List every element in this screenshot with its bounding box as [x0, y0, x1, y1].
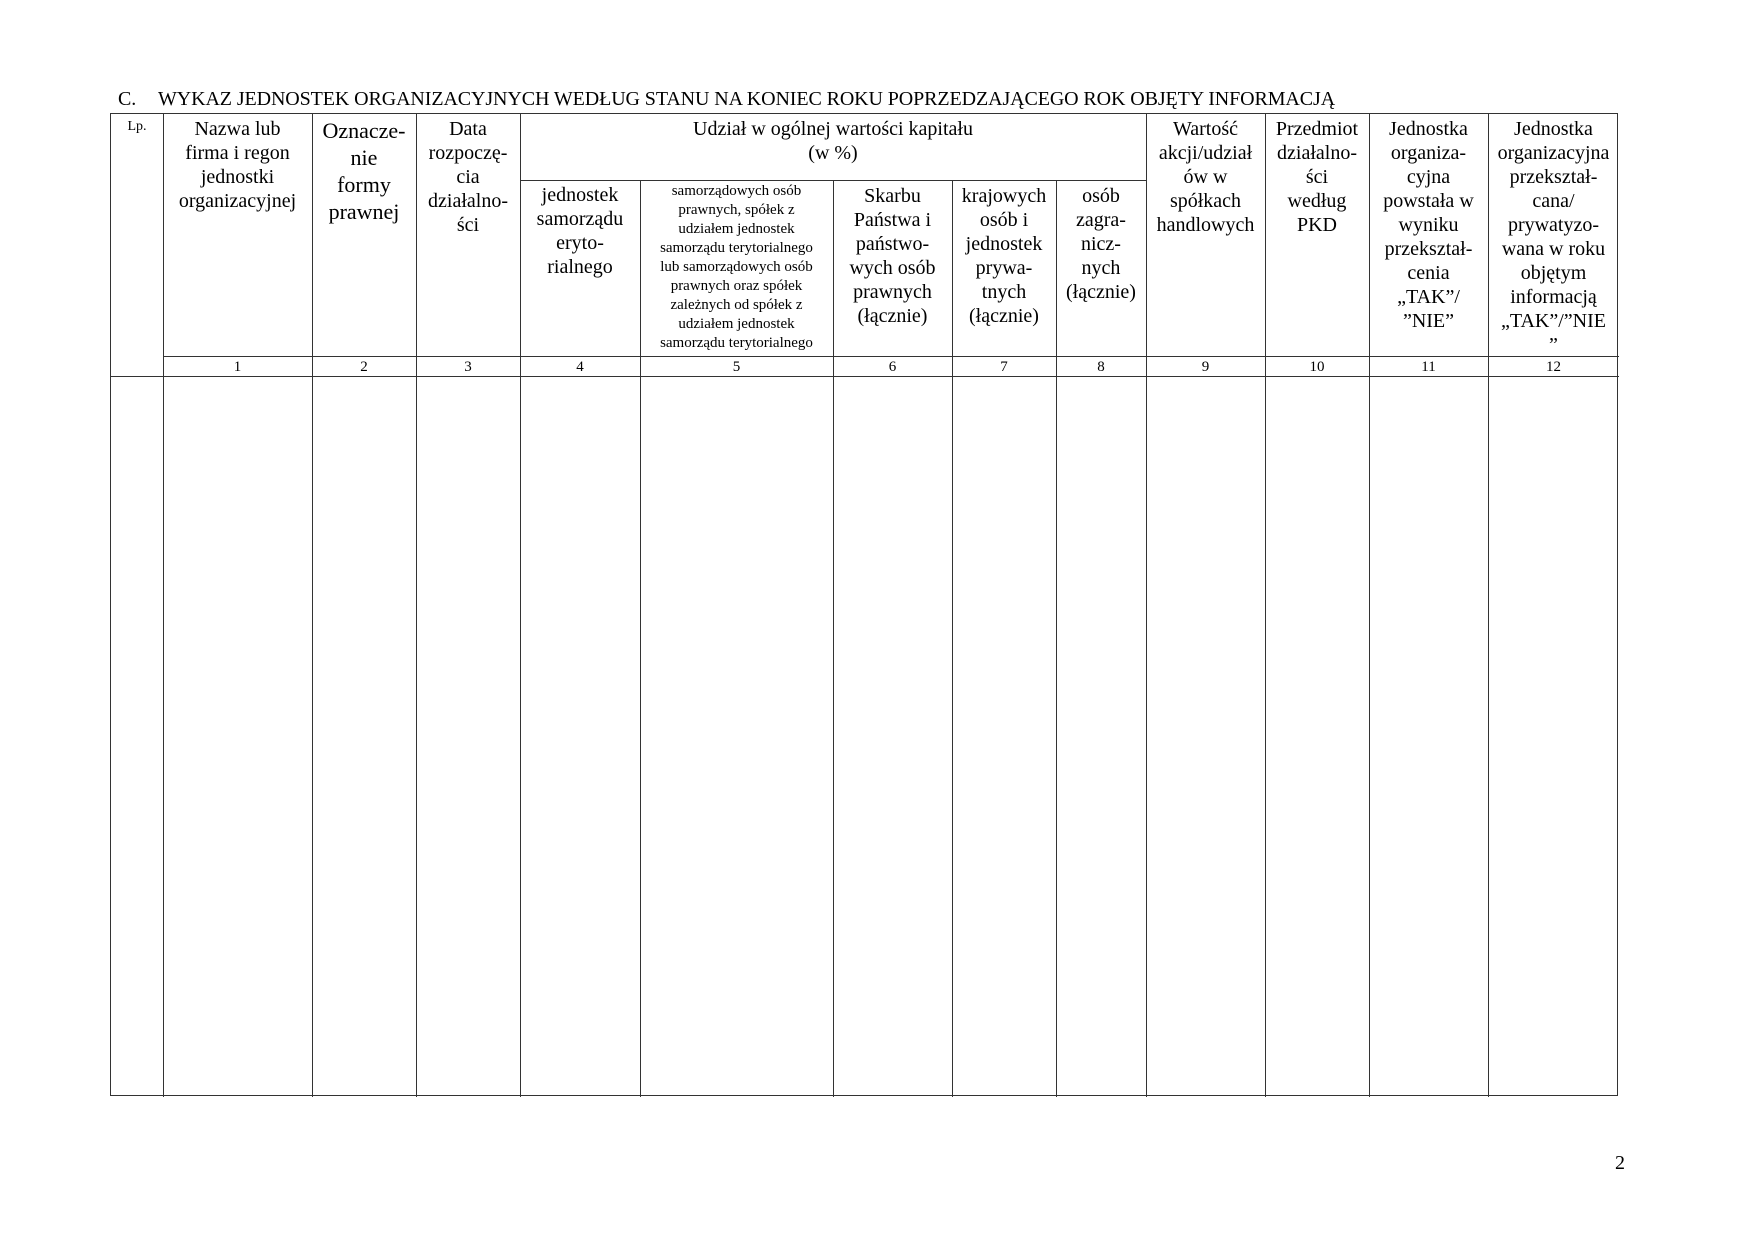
- column-number: 8: [1097, 359, 1105, 375]
- organizational-units-table: [110, 113, 1618, 1096]
- column-number: 1: [233, 359, 242, 375]
- page-number: 2: [1615, 1152, 1625, 1174]
- header-capital-share-group: Udział w ogólnej wartości kapitału (w %): [693, 118, 973, 164]
- header-local-government-legal-persons: samorządowych osób prawnych, spółek z udziałem jednostek samorządu terytorialnego lub samorządowych osób prawnych oraz spółek zależnych od spółek z udziałem jednostek samorządu terytorialnego: [660, 183, 813, 351]
- column-number: 4: [576, 359, 584, 375]
- header-legal-form: Oznacze- nie formy prawnej: [322, 118, 406, 224]
- header-lp: Lp.: [127, 119, 147, 134]
- header-state-treasury: Skarbu Państwa i państwo- wych osób prawnych (łącznie): [849, 185, 936, 327]
- header-name-regon: Nazwa lub firma i regon jednostki organizacyjnej: [178, 118, 297, 212]
- header-shares-value: Wartość akcji/udział ów w spółkach handlowych: [1156, 118, 1255, 236]
- column-number: 5: [732, 359, 741, 375]
- column-number: 11: [1421, 359, 1436, 375]
- header-transformed-privatized: Jednostka organizacyjna przekształ- cana/ prywatyzo- wana w roku objętym informacją „TAK”/”NIE ”: [1497, 118, 1610, 356]
- column-number: 12: [1546, 359, 1561, 375]
- section-letter: C.: [118, 88, 137, 110]
- column-number: 2: [360, 359, 368, 375]
- section-title-text: WYKAZ JEDNOSTEK ORGANIZACYJNYCH WEDŁUG STANU NA KONIEC ROKU POPRZEDZAJĄCEGO ROK OBJĘTY INFORMACJĄ: [158, 88, 1336, 110]
- group-divider: [520, 180, 1146, 181]
- header-local-government-units: jednostek samorządu eryto- rialnego: [536, 184, 624, 278]
- header-pkd-activity: Przedmiot działalno- ści według PKD: [1275, 118, 1359, 236]
- header-start-date: Data rozpoczę- cia działalno- ści: [428, 118, 508, 236]
- column-number: 10: [1309, 359, 1325, 375]
- header-created-by-transformation: Jednostka organiza- cyjna powstała w wyniku przekształ- cenia „TAK”/ ”NIE”: [1383, 118, 1474, 332]
- section-title: [118, 87, 1618, 111]
- column-number: 6: [888, 359, 897, 375]
- header-foreign: osób zagra- nicz- nych (łącznie): [1066, 185, 1136, 303]
- header-domestic-private: krajowych osób i jednostek prywa- tnych (łącznie): [961, 185, 1047, 327]
- column-number: 3: [464, 359, 472, 375]
- column-number: 9: [1201, 359, 1210, 375]
- table-body-empty-row: [111, 378, 1619, 1097]
- column-number: 7: [1000, 359, 1008, 375]
